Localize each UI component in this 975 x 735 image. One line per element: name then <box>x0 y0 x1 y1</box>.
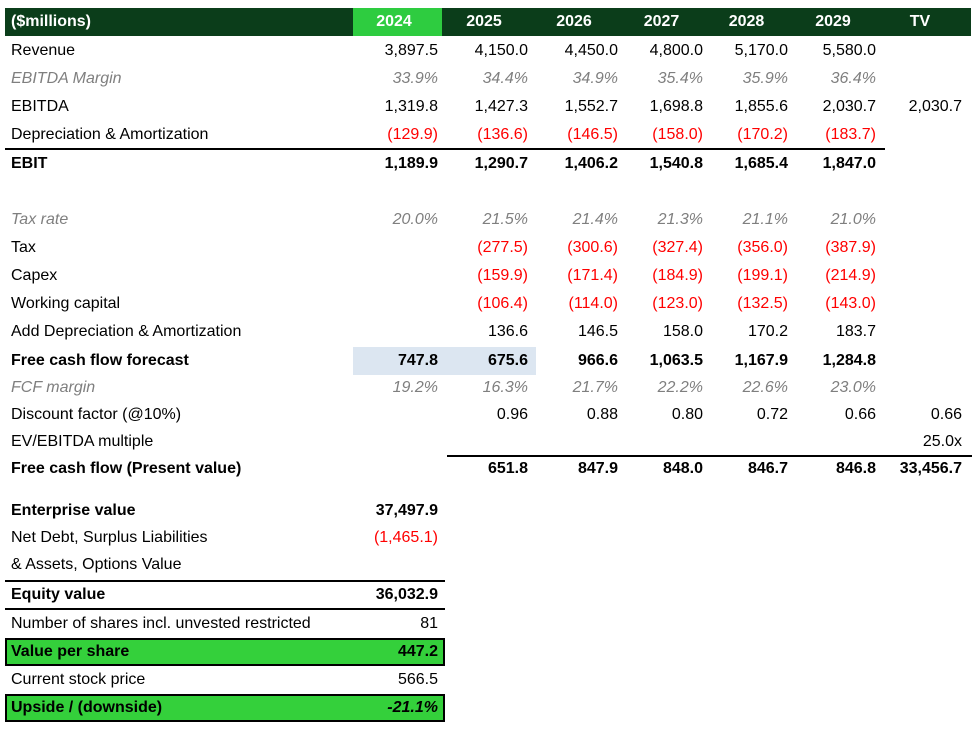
row-label-fcf: Free cash flow forecast <box>11 352 189 369</box>
stock-price-value: 566.5 <box>397 671 438 688</box>
header-year-2027: 2027 <box>643 13 680 30</box>
cell-fcf-margin-2025: 16.3% <box>482 379 528 396</box>
cell-ebitda-2028: 1,855.6 <box>734 98 788 115</box>
cell-wc-2025: (106.4) <box>477 295 528 312</box>
cell-discount-2028: 0.72 <box>756 406 788 423</box>
ev-value: 37,497.9 <box>375 502 438 519</box>
equity-bottom-border <box>5 608 445 610</box>
cell-da-2024: (129.9) <box>387 126 438 143</box>
value-per-share-label: Value per share <box>11 643 130 660</box>
cell-fcf-margin-2026: 21.7% <box>572 379 618 396</box>
cell-fcf-2027: 1,063.5 <box>649 352 703 369</box>
cell-ebitda-2024: 1,319.8 <box>384 98 438 115</box>
cell-ebitda-2025: 1,427.3 <box>474 98 528 115</box>
ev-label: Enterprise value <box>11 502 136 519</box>
cell-da-2025: (136.6) <box>477 126 528 143</box>
cell-add-da-2028: 170.2 <box>747 323 788 340</box>
cell-ebitda-2029: 2,030.7 <box>822 98 876 115</box>
cell-fcf-pv-2027: 848.0 <box>662 460 703 477</box>
row-label-fcf-margin: FCF margin <box>11 379 96 396</box>
cell-tax-rate-2025: 21.5% <box>482 211 528 228</box>
header-year-2029: 2029 <box>815 13 851 30</box>
cell-fcf-2024: 747.8 <box>397 352 438 369</box>
cell-fcf-2025: 675.6 <box>487 352 528 369</box>
cell-ebitda-2026: 1,552.7 <box>564 98 618 115</box>
row-label-tax-rate: Tax rate <box>11 211 69 228</box>
row-label-capex: Capex <box>11 267 58 284</box>
cell-revenue-2024: 3,897.5 <box>384 42 438 59</box>
cell-ebitda-margin-2027: 35.4% <box>657 70 703 87</box>
row-label-discount: Discount factor (@10%) <box>11 406 182 423</box>
net-debt-label-2: & Assets, Options Value <box>11 556 182 573</box>
cell-wc-2027: (123.0) <box>652 295 703 312</box>
cell-fcf-2028: 1,167.9 <box>734 352 788 369</box>
upside-label: Upside / (downside) <box>11 699 163 716</box>
cell-add-da-2025: 136.6 <box>487 323 528 340</box>
cell-revenue-2029: 5,580.0 <box>822 42 876 59</box>
net-debt-value: (1,465.1) <box>373 529 438 546</box>
equity-value: 36,032.9 <box>375 586 438 603</box>
cell-fcf-pv-2028: 846.7 <box>747 460 788 477</box>
cell-ebitda-margin-2029: 36.4% <box>830 70 876 87</box>
cell-fcf-pv-2025: 651.8 <box>487 460 528 477</box>
row-label-fcf-pv: Free cash flow (Present value) <box>11 460 242 477</box>
cell-capex-2029: (214.9) <box>825 267 876 284</box>
header-year-2024: 2024 <box>376 13 412 30</box>
cell-revenue-2026: 4,450.0 <box>564 42 618 59</box>
cell-capex-2027: (184.9) <box>652 267 703 284</box>
cell-ev-multiple-tv: 25.0x <box>922 433 962 450</box>
upside-value: -21.1% <box>387 699 438 716</box>
cell-revenue-2025: 4,150.0 <box>474 42 528 59</box>
cell-tax-2026: (300.6) <box>567 239 618 256</box>
cell-ebitda-tv: 2,030.7 <box>908 98 962 115</box>
row-label-wc: Working capital <box>11 295 121 312</box>
cell-fcf-margin-2027: 22.2% <box>657 379 703 396</box>
cell-wc-2028: (132.5) <box>737 295 788 312</box>
header-year-2028: 2028 <box>728 13 765 30</box>
cell-ebit-2025: 1,290.7 <box>474 155 528 172</box>
cell-tax-2029: (387.9) <box>825 239 876 256</box>
equity-top-border <box>5 580 445 582</box>
cell-da-2027: (158.0) <box>652 126 703 143</box>
header-label: ($millions) <box>11 13 92 30</box>
cell-revenue-2027: 4,800.0 <box>649 42 703 59</box>
row-label-add-da: Add Depreciation & Amortization <box>11 323 242 340</box>
cell-ebit-2026: 1,406.2 <box>564 155 618 172</box>
cell-tax-rate-2027: 21.3% <box>657 211 703 228</box>
cell-discount-2029: 0.66 <box>844 406 876 423</box>
cell-ebit-2029: 1,847.0 <box>822 155 876 172</box>
cell-tax-rate-2026: 21.4% <box>572 211 618 228</box>
cell-capex-2028: (199.1) <box>737 267 788 284</box>
cell-ebitda-margin-2028: 35.9% <box>742 70 788 87</box>
header-year-tv: TV <box>909 13 931 30</box>
cell-capex-2025: (159.9) <box>477 267 528 284</box>
cell-da-2029: (183.7) <box>825 126 876 143</box>
equity-label: Equity value <box>11 586 106 603</box>
cell-tax-rate-2029: 21.0% <box>830 211 876 228</box>
cell-tax-2028: (356.0) <box>737 239 788 256</box>
cell-fcf-pv-tv: 33,456.7 <box>899 460 962 477</box>
shares-value: 81 <box>420 615 438 632</box>
header-year-2026: 2026 <box>556 13 592 30</box>
cell-add-da-2027: 158.0 <box>662 323 703 340</box>
header-year-2025: 2025 <box>466 13 502 30</box>
cell-add-da-2029: 183.7 <box>835 323 876 340</box>
cell-ebitda-margin-2024: 33.9% <box>392 70 438 87</box>
row-label-ebitda-margin: EBITDA Margin <box>11 70 122 87</box>
cell-ebitda-margin-2026: 34.9% <box>572 70 618 87</box>
shares-label: Number of shares incl. unvested restricted <box>11 615 311 632</box>
cell-tax-rate-2024: 20.0% <box>392 211 438 228</box>
row-label-revenue: Revenue <box>11 42 76 59</box>
cell-capex-2026: (171.4) <box>567 267 618 284</box>
row-label-ebit: EBIT <box>11 155 48 172</box>
cell-ebit-2028: 1,685.4 <box>734 155 788 172</box>
ebit-top-border <box>5 148 885 150</box>
cell-fcf-pv-2026: 847.9 <box>577 460 618 477</box>
cell-fcf-margin-2024: 19.2% <box>392 379 438 396</box>
cell-revenue-2028: 5,170.0 <box>734 42 788 59</box>
row-label-ev-multiple: EV/EBITDA multiple <box>11 433 154 450</box>
cell-ebit-2027: 1,540.8 <box>649 155 703 172</box>
cell-da-2028: (170.2) <box>737 126 788 143</box>
net-debt-label-1: Net Debt, Surplus Liabilities <box>11 529 208 546</box>
cell-wc-2026: (114.0) <box>568 295 618 312</box>
cell-tax-2027: (327.4) <box>652 239 703 256</box>
cell-fcf-margin-2029: 23.0% <box>830 379 876 396</box>
cell-wc-2029: (143.0) <box>825 295 876 312</box>
cell-fcf-pv-2029: 846.8 <box>835 460 876 477</box>
cell-fcf-2029: 1,284.8 <box>822 352 876 369</box>
cell-discount-2027: 0.80 <box>671 406 703 423</box>
cell-ebitda-margin-2025: 34.4% <box>482 70 528 87</box>
row-label-ebitda: EBITDA <box>11 98 69 115</box>
cell-discount-2025: 0.96 <box>496 406 528 423</box>
value-per-share-value: 447.2 <box>397 643 438 660</box>
stock-price-label: Current stock price <box>11 671 146 688</box>
cell-fcf-2026: 966.6 <box>577 352 618 369</box>
row-label-tax: Tax <box>11 239 36 256</box>
cell-discount-tv: 0.66 <box>930 406 962 423</box>
cell-discount-2026: 0.88 <box>586 406 618 423</box>
fcf-pv-top-border <box>447 455 972 457</box>
row-label-da: Depreciation & Amortization <box>11 126 209 143</box>
cell-fcf-margin-2028: 22.6% <box>742 379 788 396</box>
cell-add-da-2026: 146.5 <box>577 323 618 340</box>
cell-da-2026: (146.5) <box>567 126 618 143</box>
cell-tax-rate-2028: 21.1% <box>742 211 788 228</box>
cell-ebitda-2027: 1,698.8 <box>649 98 703 115</box>
cell-tax-2025: (277.5) <box>477 239 528 256</box>
cell-ebit-2024: 1,189.9 <box>384 155 438 172</box>
